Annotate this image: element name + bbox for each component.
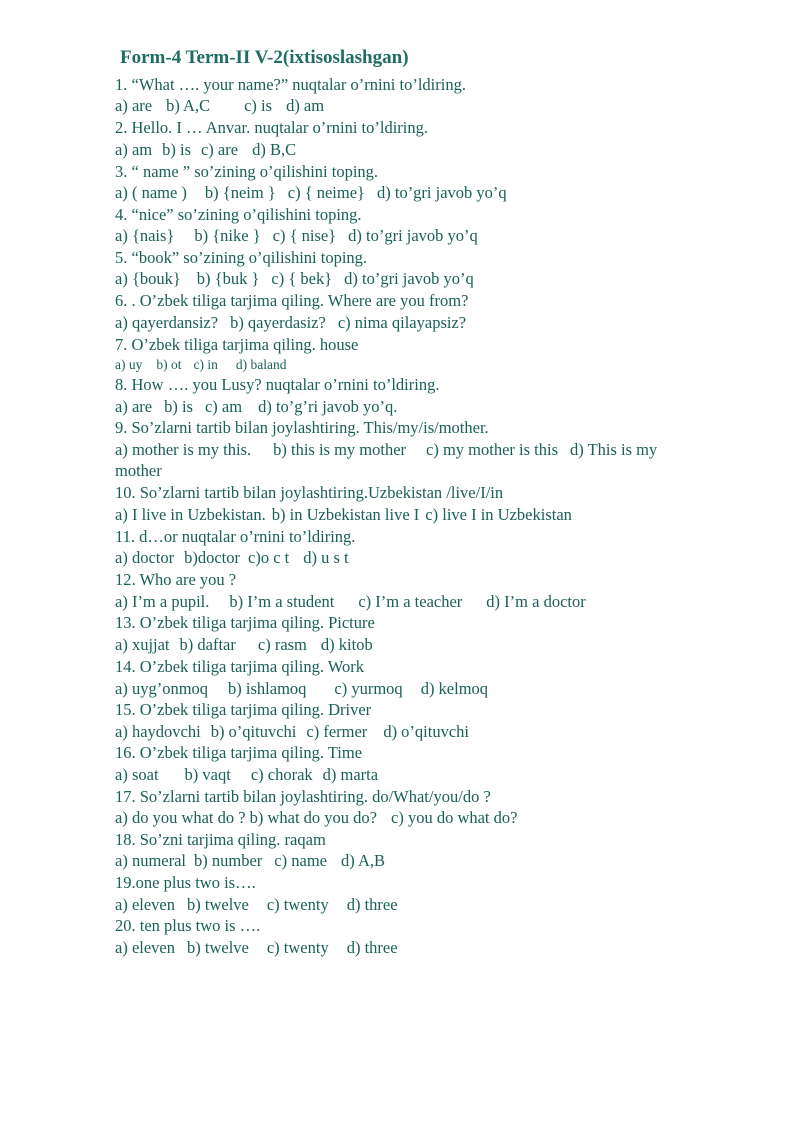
option-a: a) qayerdansiz?: [115, 313, 219, 332]
option-d: d) marta: [322, 765, 379, 784]
question-9-options: [115, 440, 657, 460]
question-17-options: [115, 808, 517, 828]
question-3: 3. “ name ” so’zining o’qilishini toping.: [115, 162, 379, 181]
option-a: a) do you what do ?: [115, 808, 246, 827]
option-b: b) twelve: [187, 938, 249, 957]
option-d: d) to’g’ri javob yo’q.: [258, 397, 398, 416]
page-title: Form-4 Term-II V-2(ixtisoslashgan): [120, 47, 409, 68]
option-d: d) three: [346, 895, 398, 914]
option-d: d) baland: [235, 357, 287, 372]
option-a: a) {nais}: [115, 226, 175, 245]
question-6: 6. . O’zbek tiliga tarjima qiling. Where are you from?: [115, 291, 469, 310]
option-d: d) B,C: [252, 140, 297, 159]
question-10-options: [115, 505, 572, 525]
question-11: 11. d…or nuqtalar o’rnini to’ldiring.: [115, 527, 356, 546]
option-b: b) ot: [156, 357, 182, 372]
option-a: a) are: [115, 96, 153, 115]
option-a: a) numeral: [115, 851, 187, 870]
option-b: b) o’qituvchi: [210, 722, 297, 741]
option-c: c) is: [244, 96, 273, 115]
question-4: 4. “nice” so’zining o’qilishini toping.: [115, 205, 362, 224]
option-a: a) xujjat: [115, 635, 170, 654]
option-a: a) am: [115, 140, 153, 159]
question-9: 9. So’zlarni tartib bilan joylashtiring. This/my/is/mother.: [115, 418, 489, 437]
option-c: c) you do what do?: [391, 808, 518, 827]
option-d: d) kelmoq: [420, 679, 489, 698]
question-11-options: [115, 548, 349, 568]
option-d: d) three: [346, 938, 398, 957]
question-13: 13. O’zbek tiliga tarjima qiling. Picture: [115, 613, 375, 632]
option-b: b) {nike }: [194, 226, 261, 245]
question-3-options: [115, 183, 507, 203]
option-c: c) fermer: [306, 722, 368, 741]
question-7: 7. O’zbek tiliga tarjima qiling. house: [115, 335, 359, 354]
option-b: b) A,C: [166, 96, 211, 115]
option-b: b) in Uzbekistan live I: [271, 505, 420, 524]
option-b: b) {neim }: [204, 183, 276, 202]
option-b: b) is: [164, 397, 193, 416]
question-16: 16. O’zbek tiliga tarjima qiling. Time: [115, 743, 363, 762]
option-b: b) what do you do?: [249, 808, 377, 827]
question-6-options: [115, 313, 466, 333]
question-14-options: [115, 679, 488, 699]
option-d: d) am: [286, 96, 325, 115]
option-d: d) o’qituvchi: [383, 722, 470, 741]
option-a: a) ( name ): [115, 183, 187, 202]
option-c: c) { bek}: [271, 269, 333, 288]
option-b: b) number: [194, 851, 263, 870]
option-c: c) my mother is this: [426, 440, 559, 459]
question-12-options: [115, 592, 586, 612]
question-7-options: [115, 355, 286, 375]
option-a: a) uyg’onmoq: [115, 679, 209, 698]
option-b: b) vaqt: [184, 765, 231, 784]
question-5-options: [115, 269, 474, 289]
option-b: b) {buk }: [196, 269, 260, 288]
question-15: 15. O’zbek tiliga tarjima qiling. Driver: [115, 700, 372, 719]
question-18: 18. So’zni tarjima qiling. raqam: [115, 830, 326, 849]
question-18-options: [115, 851, 385, 871]
option-c: c) am: [204, 397, 243, 416]
question-9-option-d-wrap: mother: [115, 461, 162, 480]
option-a: a) {bouk}: [115, 269, 181, 288]
option-c: c) twenty: [266, 938, 329, 957]
option-d: d) This is my: [570, 440, 658, 459]
option-c: c)o c t: [248, 548, 290, 567]
option-d: d) u s t: [303, 548, 349, 567]
option-d: d) kitob: [320, 635, 373, 654]
question-12: 12. Who are you ?: [115, 570, 237, 589]
option-c: c) twenty: [266, 895, 329, 914]
option-d: d) to’gri javob yo’q: [376, 183, 507, 202]
option-b: b)doctor: [184, 548, 241, 567]
option-d: d) to’gri javob yo’q: [344, 269, 474, 288]
option-a: a) mother is my this.: [115, 440, 252, 459]
option-a: a) doctor: [115, 548, 175, 567]
option-b: b) I’m a student: [229, 592, 335, 611]
question-2-options: [115, 140, 296, 160]
question-19-options: [115, 895, 398, 915]
option-c: c) are: [200, 140, 239, 159]
option-a: a) I’m a pupil.: [115, 592, 210, 611]
option-b: b) ishlamoq: [228, 679, 307, 698]
option-a: a) I live in Uzbekistan.: [115, 505, 266, 524]
question-17: 17. So’zlarni tartib bilan joylashtiring. do/What/you/do ?: [115, 787, 491, 806]
question-16-options: [115, 765, 378, 785]
option-c: c) name: [274, 851, 327, 870]
option-c: c) I’m a teacher: [358, 592, 463, 611]
question-4-options: [115, 226, 478, 246]
question-19: 19.one plus two is….: [115, 873, 256, 892]
question-15-options: [115, 722, 469, 742]
option-a: a) haydovchi: [115, 722, 201, 741]
option-c: c) chorak: [250, 765, 313, 784]
option-c: c) in: [193, 357, 218, 372]
question-20: 20. ten plus two is ….: [115, 916, 261, 935]
option-c: c) yurmoq: [334, 679, 403, 698]
option-b: b) qayerdasiz?: [230, 313, 326, 332]
question-10: 10. So’zlarni tartib bilan joylashtiring.Uzbekistan /live/I/in: [115, 483, 504, 502]
option-b: b) this is my mother: [273, 440, 407, 459]
option-a: a) uy: [115, 357, 143, 372]
option-c: c) rasm: [257, 635, 307, 654]
question-2: 2. Hello. I … Anvar. nuqtalar o’rnini to’ldiring.: [115, 118, 428, 137]
question-14: 14. O’zbek tiliga tarjima qiling. Work: [115, 657, 365, 676]
question-8: 8. How …. you Lusy? nuqtalar o’rnini to’ldiring.: [115, 375, 440, 394]
question-8-options: [115, 397, 397, 417]
option-b: b) daftar: [179, 635, 236, 654]
option-a: a) are: [115, 397, 153, 416]
option-c: c) { nise}: [272, 226, 337, 245]
question-20-options: [115, 938, 398, 958]
option-d: d) A,B: [340, 851, 385, 870]
option-c: c) live I in Uzbekistan: [425, 505, 572, 524]
question-1: 1. “What …. your name?” nuqtalar o’rnini to’ldiring.: [115, 75, 466, 94]
option-c: c) { neime}: [287, 183, 365, 202]
option-c: c) nima qilayapsiz?: [337, 313, 467, 332]
option-b: b) twelve: [187, 895, 249, 914]
option-a: a) eleven: [115, 938, 175, 957]
question-13-options: [115, 635, 373, 655]
option-a: a) eleven: [115, 895, 175, 914]
question-5: 5. “book” so’zining o’qilishini toping.: [115, 248, 368, 267]
question-1-options: [115, 96, 324, 116]
option-d: d) to’gri javob yo’q: [348, 226, 478, 245]
option-d: d) I’m a doctor: [486, 592, 586, 611]
option-b: b) is: [162, 140, 191, 159]
option-a: a) soat: [115, 765, 159, 784]
